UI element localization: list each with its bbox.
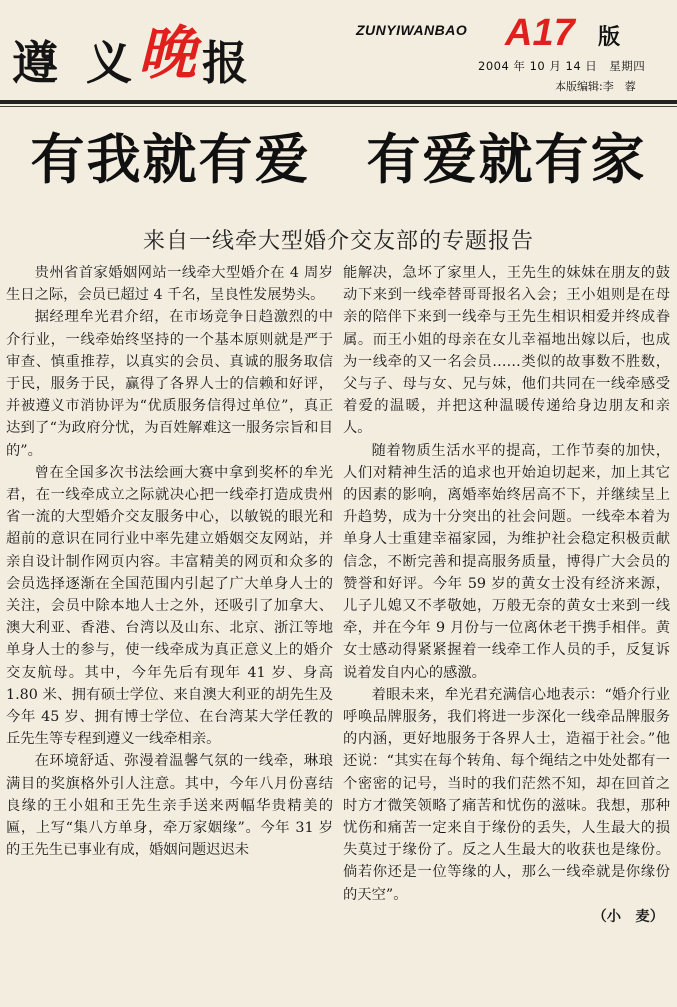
issue-date: 2004 年 10 月 14 日 星期四 xyxy=(478,59,646,73)
paragraph: 在环境舒适、弥漫着温馨气氛的一线牵，琳琅满目的奖旗格外引人注意。其中，今年八月份喜结良缘的王小姐和王先生亲手送来两幅华贵精美的匾，上写“集八方单身，牵万家姻缘”。今年 31 岁的王先生已事业有成，婚姻问题迟迟未 xyxy=(6,753,333,859)
masthead-rule-thick xyxy=(0,100,677,104)
article-column-right xyxy=(343,262,670,1002)
paragraph: 贵州省首家婚姻网站一线牵大型婚介在 4 周岁生日之际，会员已超过 4 千名，呈良性发展势头。 xyxy=(6,265,333,304)
masthead-rule-thin xyxy=(0,106,677,107)
article-headline: 有我就有爱 有爱就有家 xyxy=(30,128,647,191)
page-number: A17 xyxy=(505,12,575,54)
logo-text-right: 报 xyxy=(202,36,255,90)
page-editor: 本版编辑:李 蓉 xyxy=(555,80,636,93)
paragraph: 据经理牟光君介绍，在市场竞争日趋激烈的中介行业，一线牵始终坚持的一个基本原则就是严于审查、慎重推荐，以真实的会员、真诚的服务取信于民，服务于民，赢得了各界人士的信赖和好评，并被遵义市消协评为“优质服务信得过单位”，真正达到了“为政府分忧，为百姓解难这一服务宗旨和目的”。 xyxy=(6,309,333,459)
logo-text-red: 晚 xyxy=(138,19,203,87)
paragraph: 能解决，急坏了家里人，王先生的妹妹在朋友的鼓动下来到一线牵替哥哥报名入会；王小姐则是在母亲的陪伴下来到一线牵与王先生相识相爱并终成眷属。而王小姐的母亲在女儿幸福地出嫁以后，也成为一线牵的又一名会员……类似的故事数不胜数，父与子、母与女、兄与妹，他们共同在一线牵感受着爱的温暖，并把这种温暖传递给身边朋友和亲人。 xyxy=(343,265,670,437)
logo-text-left: 遵 义 xyxy=(12,36,139,90)
newspaper-logo xyxy=(12,19,255,90)
paragraph: 曾在全国多次书法绘画大赛中拿到奖杯的牟光君，在一线牵成立之际就决心把一线牵打造成贵州省一流的大型婚介交友服务中心，以敏锐的眼光和超前的意识在同行业中率先建立婚姻交友网站，并亲自设计制作网页内容。丰富精美的网页和众多的会员选择逐渐在全国范围内引起了广大单身人士的关注，会员中除本地人士之外，还吸引了加拿大、澳大利亚、香港、台湾以及山东、北京、浙江等地单身人士的参与，使一线牵成为真正意义上的婚介交友航母。其中，今年先后有现年 41 岁、身高 1.80 米、拥有硕士学位、来自澳大利亚的胡先生及今年 45 岁、拥有博士学位、在台湾某大学任教的丘先生等专程到遵义一线牵相亲。 xyxy=(6,464,333,748)
page-suffix: 版 xyxy=(598,25,621,50)
article-body xyxy=(6,262,670,1002)
newspaper-pinyin: ZUNYIWANBAO xyxy=(356,22,468,38)
paragraph: 随着物质生活水平的提高，工作节奏的加快，人们对精神生活的追求也开始迫切起来，加上其它的因素的影响，离婚率始终居高不下，并继续呈上升趋势，成为十分突出的社会问题。一线牵本着为单身人士重建幸福家园，为维护社会稳定积极贡献信念，不断完善和提高服务质量，博得广大会员的赞誉和好评。今年 59 岁的黄女士没有经济来源，儿子儿媳又不孝敬她，万般无奈的黄女士来到一线牵，并在今年 9 月份与一位离休老干携手相伴。黄女士感动得紧紧握着一线牵工作人员的手，反复诉说着发自内心的感激。 xyxy=(343,442,670,681)
article-column-left xyxy=(6,262,333,1002)
article-subheadline: 来自一线牵大型婚介交友部的专题报告 xyxy=(142,229,534,254)
article-byline: （小 麦） xyxy=(592,908,664,925)
paragraph: 着眼未来，牟光君充满信心地表示：“婚介行业呼唤品牌服务，我们将进一步深化一线牵品牌服务的内涵，更好地服务于各界人士，造福于社会。”他还说：“其实在每个转角、每个绳结之中处处都有一个密密的记号，当时的我们茫然不知，却在回首之时方才微笑领略了痛苦和忧伤的滋味。我想，那种忧伤和痛苦一定来自于缘份的丢失，人生最大的损失莫过于缘份了。反之人生最大的收获也是缘份。倘若你还是一位等缘的人，那么一线牵就是你缘份的天空”。 xyxy=(343,686,670,903)
